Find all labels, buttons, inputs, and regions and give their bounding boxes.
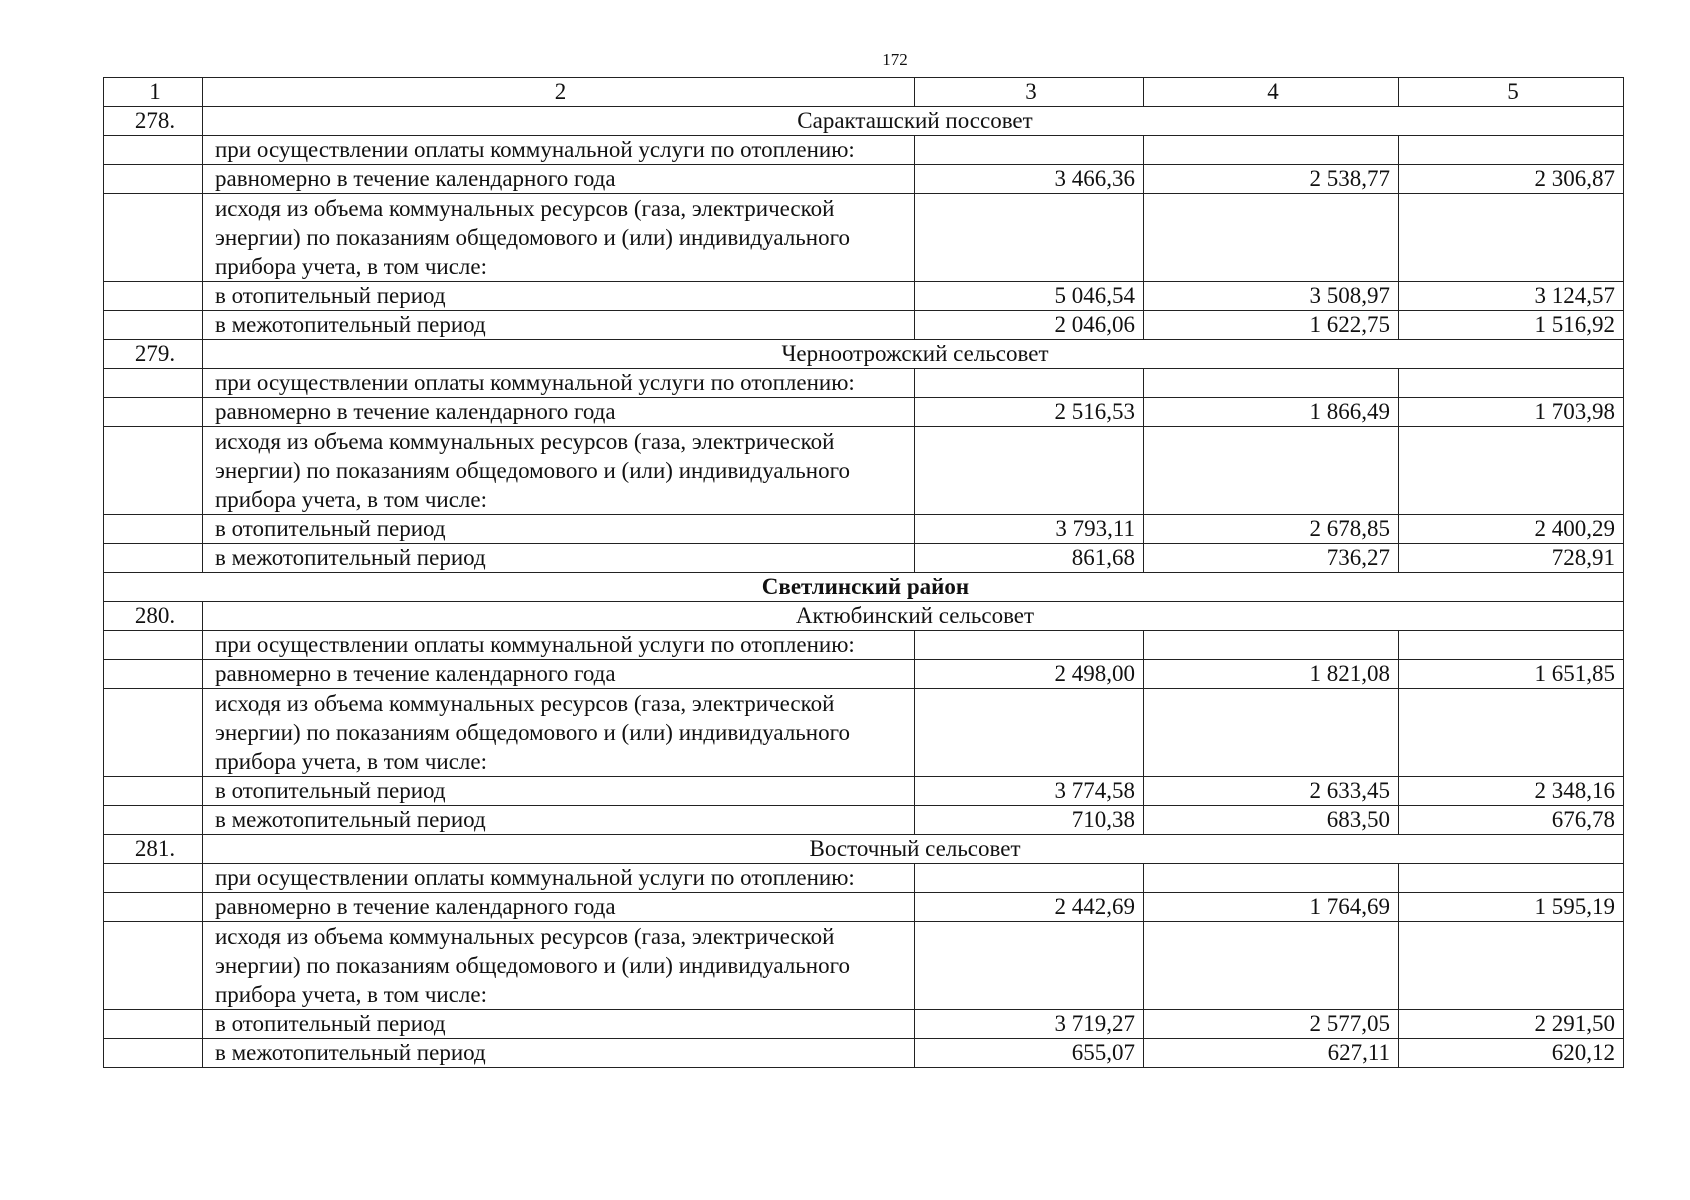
value-col-4 (1144, 194, 1399, 282)
data-row (104, 893, 1624, 922)
row-label: в межотопительный период (203, 806, 915, 835)
row-number-cell (104, 893, 203, 922)
row-label: при осуществлении оплаты коммунальной услуги по отоплению: (203, 136, 915, 165)
row-label: в межотопительный период (203, 311, 915, 340)
data-row (104, 660, 1624, 689)
value-col-3 (915, 194, 1144, 282)
value-col-5: 1 595,19 (1399, 893, 1624, 922)
value-col-3: 3 719,27 (915, 1010, 1144, 1039)
row-number-cell (104, 282, 203, 311)
row-label: в отопительный период (203, 515, 915, 544)
row-number-cell (104, 777, 203, 806)
section-title: Черноотрожский сельсовет (203, 340, 1624, 369)
value-col-5 (1399, 427, 1624, 515)
section-row (104, 340, 1624, 369)
label-row (104, 922, 1624, 1010)
value-col-3: 3 793,11 (915, 515, 1144, 544)
value-col-4 (1144, 689, 1399, 777)
row-label: исходя из объема коммунальных ресурсов (газа, электрической энергии) по показаниям общедомового и (или) индивидуального прибора учета, в том числе: (203, 194, 915, 282)
value-col-4: 3 508,97 (1144, 282, 1399, 311)
district-title: Светлинский район (104, 573, 1624, 602)
value-col-5: 3 124,57 (1399, 282, 1624, 311)
header-col-3: 3 (915, 78, 1144, 107)
value-col-3: 3 774,58 (915, 777, 1144, 806)
data-row (104, 515, 1624, 544)
section-row (104, 602, 1624, 631)
value-col-5 (1399, 864, 1624, 893)
value-col-5: 2 306,87 (1399, 165, 1624, 194)
section-title: Актюбинский сельсовет (203, 602, 1624, 631)
row-label: в отопительный период (203, 777, 915, 806)
value-col-4: 2 633,45 (1144, 777, 1399, 806)
value-col-4 (1144, 427, 1399, 515)
value-col-3: 861,68 (915, 544, 1144, 573)
value-col-5: 1 516,92 (1399, 311, 1624, 340)
row-number-cell (104, 1010, 203, 1039)
row-label: равномерно в течение календарного года (203, 660, 915, 689)
row-label: при осуществлении оплаты коммунальной услуги по отоплению: (203, 369, 915, 398)
value-col-4: 2 678,85 (1144, 515, 1399, 544)
value-col-3: 2 516,53 (915, 398, 1144, 427)
row-label: равномерно в течение календарного года (203, 893, 915, 922)
value-col-5 (1399, 631, 1624, 660)
section-row (104, 835, 1624, 864)
value-col-4: 2 538,77 (1144, 165, 1399, 194)
label-row (104, 369, 1624, 398)
value-col-3 (915, 427, 1144, 515)
data-row (104, 1039, 1624, 1068)
row-label: равномерно в течение календарного года (203, 398, 915, 427)
value-col-5 (1399, 922, 1624, 1010)
row-number-cell (104, 806, 203, 835)
row-number-cell (104, 398, 203, 427)
row-number-cell (104, 864, 203, 893)
row-label: равномерно в течение календарного года (203, 165, 915, 194)
value-col-5: 620,12 (1399, 1039, 1624, 1068)
value-col-3 (915, 689, 1144, 777)
value-col-5: 1 703,98 (1399, 398, 1624, 427)
row-label: исходя из объема коммунальных ресурсов (газа, электрической энергии) по показаниям общедомового и (или) индивидуального прибора учета, в том числе: (203, 922, 915, 1010)
value-col-3: 2 498,00 (915, 660, 1144, 689)
page-number: 172 (882, 50, 908, 69)
row-number-cell (104, 660, 203, 689)
tariff-table-body (104, 78, 1624, 1068)
row-label: в межотопительный период (203, 1039, 915, 1068)
value-col-4: 1 866,49 (1144, 398, 1399, 427)
row-number-cell (104, 194, 203, 282)
value-col-4 (1144, 631, 1399, 660)
row-label: исходя из объема коммунальных ресурсов (газа, электрической энергии) по показаниям общедомового и (или) индивидуального прибора учета, в том числе: (203, 427, 915, 515)
tariff-table (103, 77, 1624, 1068)
row-number-cell (104, 515, 203, 544)
value-col-3: 710,38 (915, 806, 1144, 835)
section-number: 278. (104, 107, 203, 136)
header-col-4: 4 (1144, 78, 1399, 107)
value-col-3 (915, 922, 1144, 1010)
data-row (104, 544, 1624, 573)
row-label: в отопительный период (203, 282, 915, 311)
row-number-cell (104, 544, 203, 573)
label-row (104, 631, 1624, 660)
data-row (104, 398, 1624, 427)
value-col-4: 1 764,69 (1144, 893, 1399, 922)
value-col-4: 683,50 (1144, 806, 1399, 835)
value-col-5: 2 400,29 (1399, 515, 1624, 544)
header-col-1: 1 (104, 78, 203, 107)
header-col-2: 2 (203, 78, 915, 107)
value-col-3 (915, 864, 1144, 893)
label-row (104, 427, 1624, 515)
header-col-5: 5 (1399, 78, 1624, 107)
row-label: исходя из объема коммунальных ресурсов (газа, электрической энергии) по показаниям общедомового и (или) индивидуального прибора учета, в том числе: (203, 689, 915, 777)
value-col-4 (1144, 922, 1399, 1010)
value-col-4: 627,11 (1144, 1039, 1399, 1068)
value-col-5 (1399, 136, 1624, 165)
value-col-4 (1144, 864, 1399, 893)
row-number-cell (104, 136, 203, 165)
label-row (104, 194, 1624, 282)
row-number-cell (104, 427, 203, 515)
section-row (104, 107, 1624, 136)
value-col-5: 728,91 (1399, 544, 1624, 573)
value-col-5 (1399, 369, 1624, 398)
value-col-4: 1 821,08 (1144, 660, 1399, 689)
label-row (104, 136, 1624, 165)
row-label: в межотопительный период (203, 544, 915, 573)
value-col-4: 736,27 (1144, 544, 1399, 573)
section-title: Саракташский поссовет (203, 107, 1624, 136)
value-col-3: 5 046,54 (915, 282, 1144, 311)
value-col-3: 2 046,06 (915, 311, 1144, 340)
section-title: Восточный сельсовет (203, 835, 1624, 864)
row-label: в отопительный период (203, 1010, 915, 1039)
section-number: 281. (104, 835, 203, 864)
row-label: при осуществлении оплаты коммунальной услуги по отоплению: (203, 631, 915, 660)
value-col-3 (915, 136, 1144, 165)
data-row (104, 1010, 1624, 1039)
data-row (104, 777, 1624, 806)
row-number-cell (104, 369, 203, 398)
row-number-cell (104, 689, 203, 777)
value-col-3: 3 466,36 (915, 165, 1144, 194)
row-label: при осуществлении оплаты коммунальной услуги по отоплению: (203, 864, 915, 893)
label-row (104, 689, 1624, 777)
district-row (104, 573, 1624, 602)
row-number-cell (104, 165, 203, 194)
value-col-4: 2 577,05 (1144, 1010, 1399, 1039)
value-col-5 (1399, 194, 1624, 282)
value-col-3 (915, 369, 1144, 398)
value-col-3: 2 442,69 (915, 893, 1144, 922)
data-row (104, 311, 1624, 340)
row-number-cell (104, 631, 203, 660)
value-col-5: 676,78 (1399, 806, 1624, 835)
row-number-cell (104, 1039, 203, 1068)
value-col-4: 1 622,75 (1144, 311, 1399, 340)
value-col-5: 1 651,85 (1399, 660, 1624, 689)
header-row (104, 78, 1624, 107)
data-row (104, 282, 1624, 311)
value-col-3 (915, 631, 1144, 660)
data-row (104, 806, 1624, 835)
row-number-cell (104, 311, 203, 340)
label-row (104, 864, 1624, 893)
value-col-5: 2 291,50 (1399, 1010, 1624, 1039)
value-col-5 (1399, 689, 1624, 777)
row-number-cell (104, 922, 203, 1010)
section-number: 279. (104, 340, 203, 369)
value-col-4 (1144, 369, 1399, 398)
data-row (104, 165, 1624, 194)
section-number: 280. (104, 602, 203, 631)
value-col-5: 2 348,16 (1399, 777, 1624, 806)
value-col-3: 655,07 (915, 1039, 1144, 1068)
value-col-4 (1144, 136, 1399, 165)
